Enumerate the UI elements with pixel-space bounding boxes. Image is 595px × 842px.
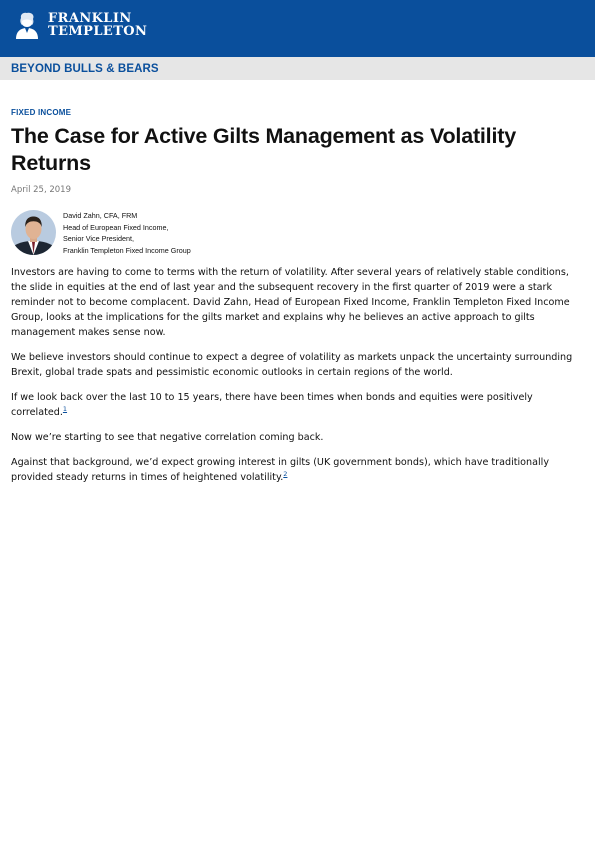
paragraph-1: Investors are having to come to terms with the return of volatility. After several years of relatively stable conditions, the slide in equities at the end of last year and the subsequent recovery in the first quarter of 2019 were a stark reminder not to become complacent. David Zahn, Head of European Fixed Income, Franklin Templeton Fixed Income Group, looks at the implications for the gilts market and explains why he believes an active approach to gilts management makes sense now. (11, 267, 570, 338)
author-organization: Franklin Templeton Fixed Income Group (63, 245, 191, 255)
franklin-templeton-logo[interactable] (12, 10, 147, 40)
paragraph-2: We believe investors should continue to expect a degree of volatility as markets unpack the uncertainty surrounding Brexit, global trade spats and pessimistic economic outlooks in certain regions of the world. (11, 352, 573, 378)
paragraph-3 (11, 390, 583, 420)
brand-name-line2: TEMPLETON (48, 24, 148, 39)
footnote-link-1[interactable]: 1 (62, 405, 68, 413)
author-avatar (11, 210, 56, 255)
paragraph-4: Now we’re starting to see that negative correlation coming back. (11, 432, 324, 443)
author-name[interactable]: David Zahn, CFA, FRM (63, 211, 138, 220)
paragraph-3-text: If we look back over the last 10 to 15 years, there have been times when bonds and equities were positively correlated. (11, 392, 533, 418)
paragraph-5 (11, 455, 583, 485)
brand-name-line1: FRANKLIN (48, 11, 132, 26)
article-title: The Case for Active Gilts Management as Volatility Returns (11, 124, 516, 175)
paragraph-5-text: Against that background, we’d expect growing interest in gilts (UK government bonds), which have traditionally provided steady returns in times of heightened volatility. (11, 457, 549, 483)
author-role-2: Senior Vice President, (63, 234, 134, 244)
section-title-link[interactable]: BEYOND BULLS & BEARS (11, 63, 159, 75)
franklin-portrait-icon (12, 10, 42, 40)
article-body (11, 265, 583, 495)
author-block (63, 210, 191, 256)
author-role-1: Head of European Fixed Income, (63, 222, 169, 232)
article-date: April 25, 2019 (11, 185, 71, 195)
footnote-link-2[interactable]: 2 (283, 470, 288, 478)
article-category-link[interactable]: FIXED INCOME (11, 108, 72, 117)
